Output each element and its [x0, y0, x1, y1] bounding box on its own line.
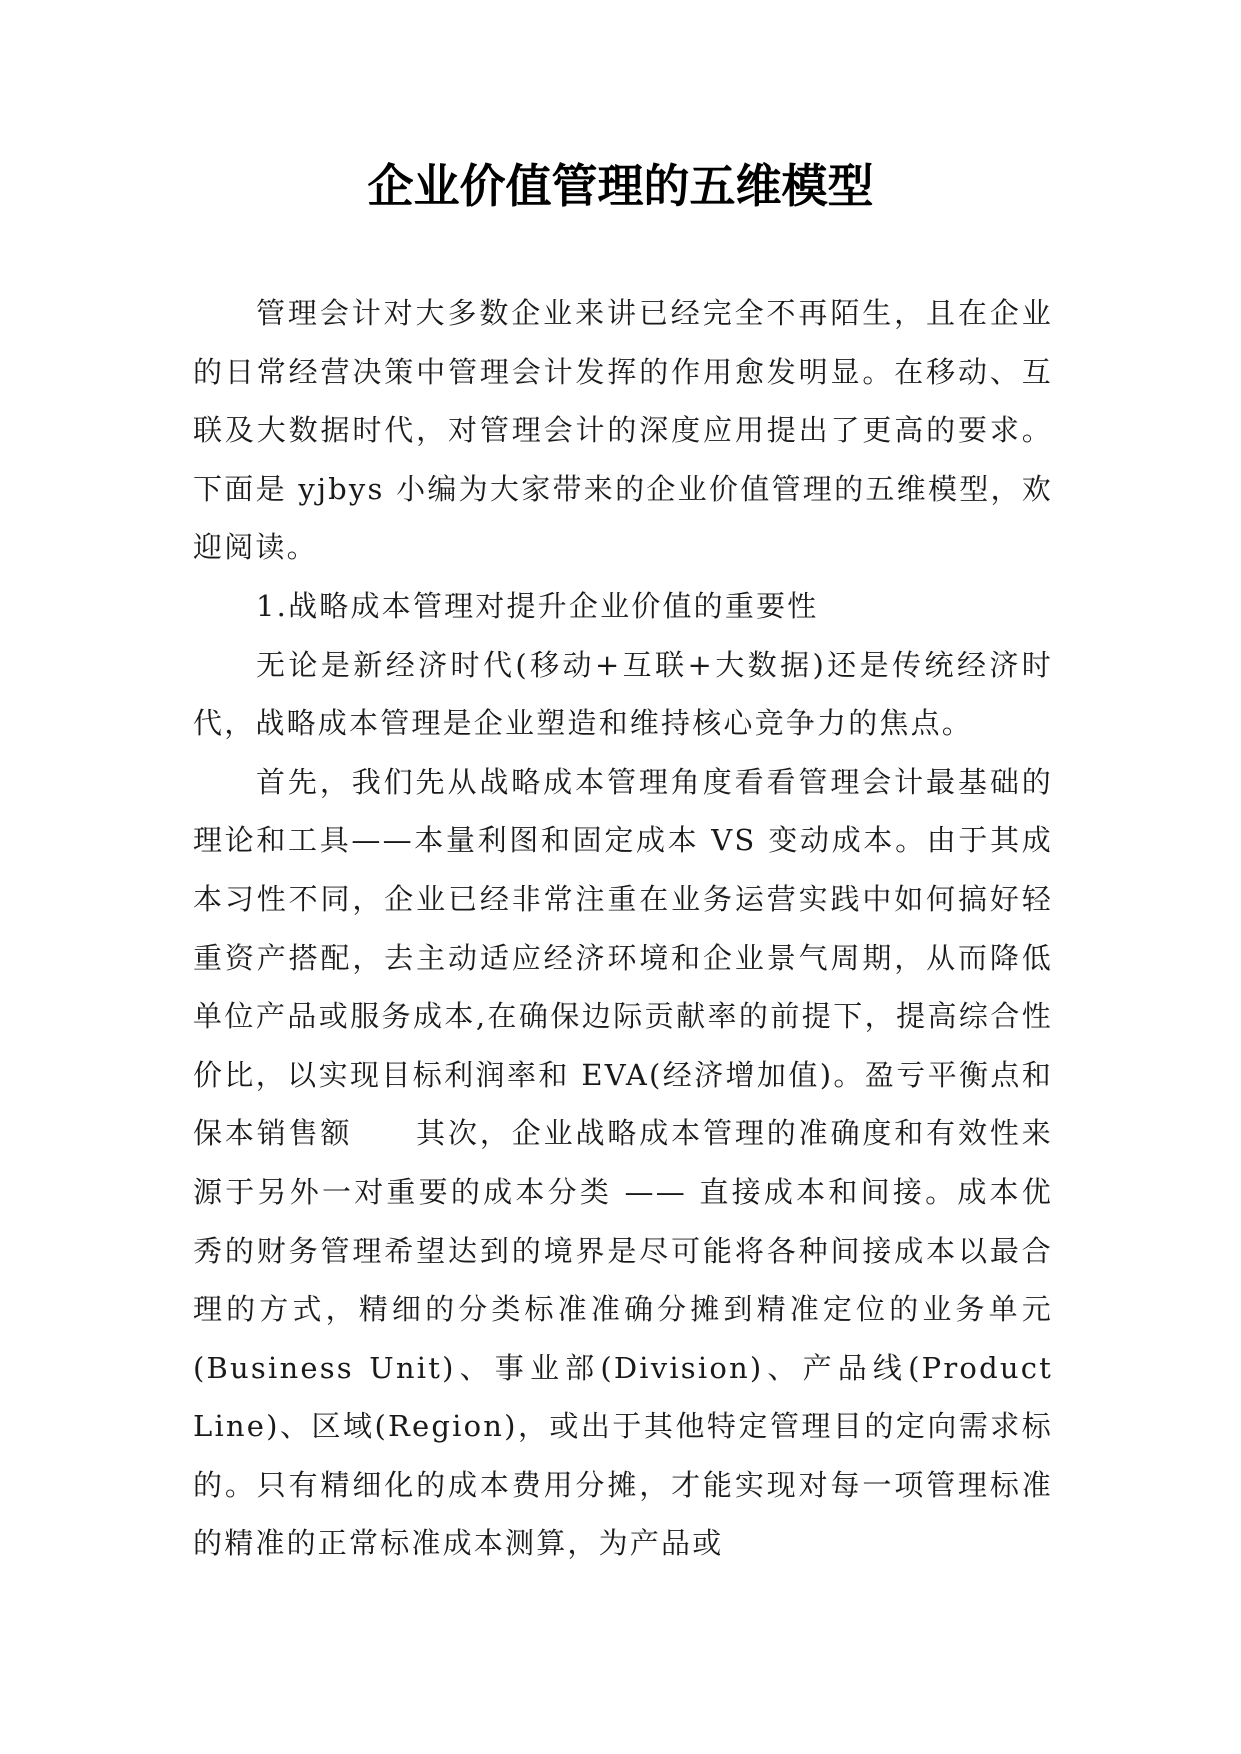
- section-heading: 1.战略成本管理对提升企业价值的重要性: [256, 588, 819, 623]
- paragraph-strategy: 无论是新经济时代(移动+互联+大数据)还是传统经济时代，战略成本管理是企业塑造和维持核心竞争力的焦点。: [193, 647, 1053, 741]
- document-title: 企业价值管理的五维模型: [367, 159, 874, 213]
- paragraph-cost-analysis: 首先，我们先从战略成本管理角度看看管理会计最基础的理论和工具——本量利图和固定成本 VS 变动成本。由于其成本习性不同，企业已经非常注重在业务运营实践中如何搞好轻重资产搭配，去主动适应经济环境和企业景气周期，从而降低单位产品或服务成本,在确保边际贡献率的前提下，提高综合性价比，以实现目标利润率和 EVA(经济增加值)。盈亏平衡点和保本销售额 其次，企业战略成本管理的准确度和有效性来源于另外一对重要的成本分类 —— 直接成本和间接。成本优秀的财务管理希望达到的境界是尽可能将各种间接成本以最合理的方式，精细的分类标准准确分摊到精准定位的业务单元(Business Unit)、事业部(Division)、产品线(Product Line)、区域(Region)，或出于其他特定管理目的定向需求标的。只有精细化的成本费用分摊，才能实现对每一项管理标准的精准的正常标准成本测算，为产品或: [193, 764, 1053, 1561]
- document-body: [193, 284, 1053, 1573]
- paragraph-intro: 管理会计对大多数企业来讲已经完全不再陌生，且在企业的日常经营决策中管理会计发挥的作用愈发明显。在移动、互联及大数据时代，对管理会计的深度应用提出了更高的要求。下面是 yjbys 小编为大家带来的企业价值管理的五维模型，欢迎阅读。: [193, 296, 1053, 565]
